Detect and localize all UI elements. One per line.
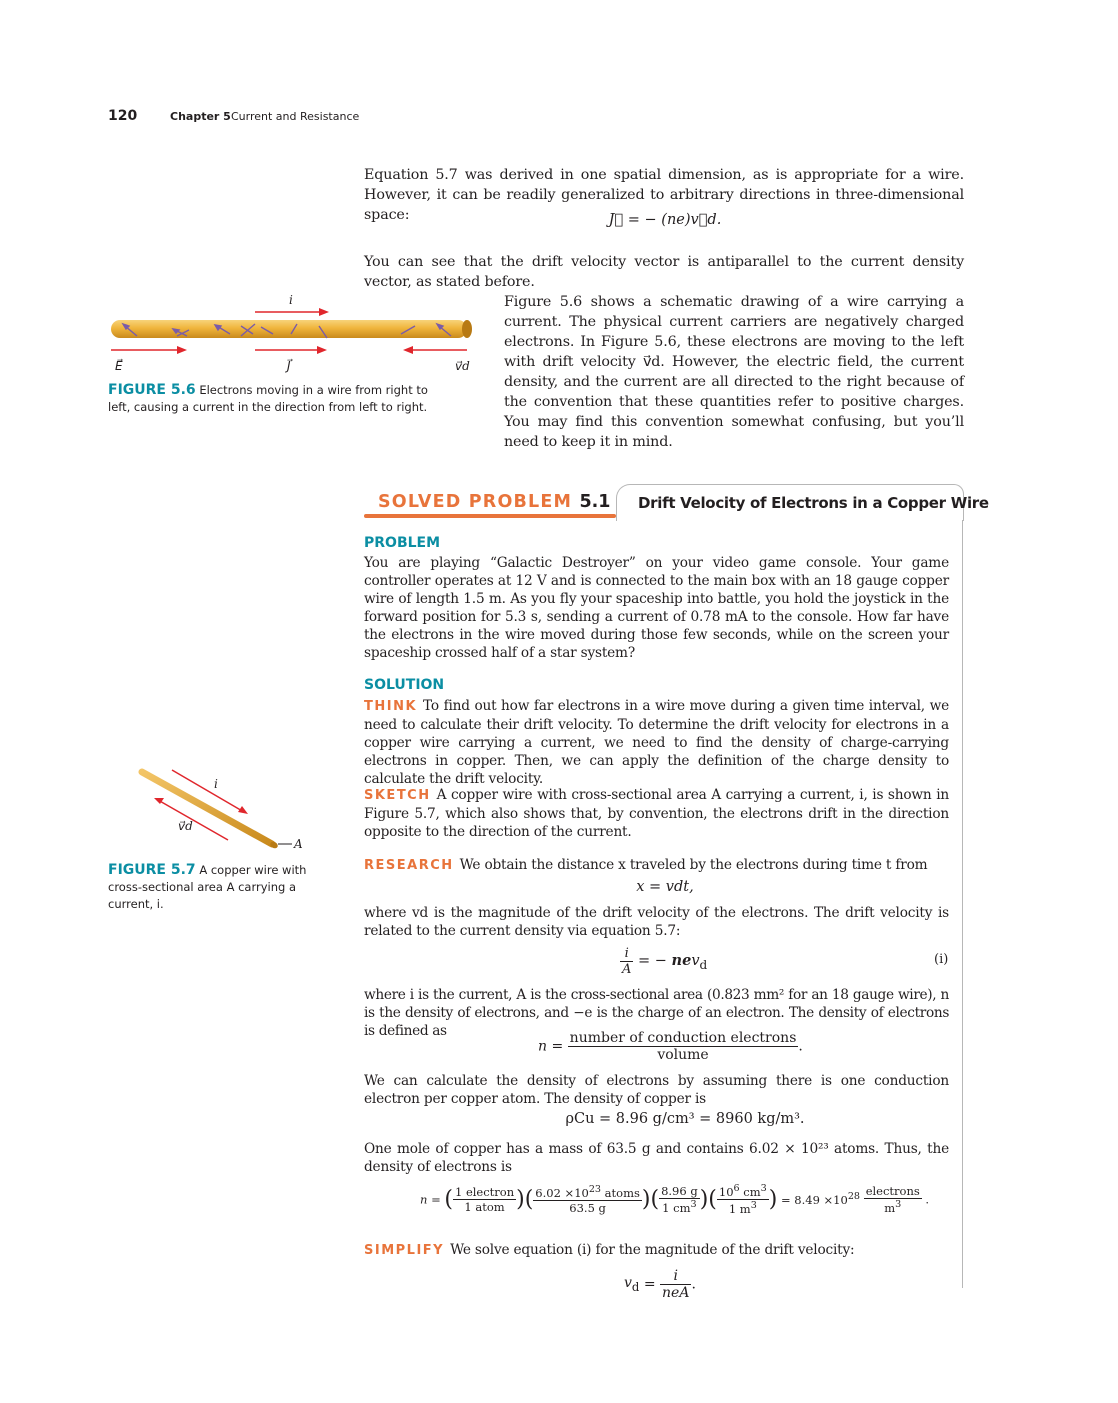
density-fraction: [568, 1030, 799, 1063]
solved-problem-tag: [378, 492, 611, 512]
figure-5-7-area-label: A: [294, 837, 303, 851]
research-text-4: We can calculate the density of electrons by assuming there is one conduction electron per copper atom. The density of copper is: [364, 1073, 949, 1107]
problem-text: You are playing “Galactic Destroyer” on your video game console. Your game controller operates at 12 V and is connected to the main box with an 18 gauge copper wire of length 1.5 m. As you fly your spaceship into battle, you hold the joystick in the forward position for 5.3 s, sending a current of 0.78 mA to the console. How far have the electrons in the wire moved during those few seconds, while on the screen your spaceship crossed half of a star system?: [364, 555, 949, 661]
intro-paragraph-3: Figure 5.6 shows a schematic drawing of a wire carrying a current. The physical current carriers are negatively charged electrons. In Figure 5.6, these electrons are moving to the left with drift velocity v⃗d. However, the electric field, the current density, and the current are all directed to the right because of the convention that these quantities refer to positive charges. You may find this convention somewhat confusing, but you’ll need to keep it in mind.: [504, 294, 964, 450]
research-text-1: We obtain the distance x traveled by the electrons during time t from: [459, 857, 928, 873]
research-text-5: One mole of copper has a mass of 63.5 g and contains 6.02 × 10²³ atoms. Thus, the density of electrons is: [364, 1141, 949, 1175]
density-numerator: number of conduction electrons: [569, 1030, 797, 1046]
equation-distance: x = vdt,: [636, 879, 694, 895]
simplify-keyword: SIMPLIFY: [364, 1243, 445, 1258]
efield-label: E⃗: [115, 359, 123, 373]
equation-i: $\frac{i}{A}$ = − nev$_d$: [622, 946, 708, 977]
drift-arrow-head: [403, 346, 413, 354]
equation-electron-density: n = ( $\frac{\text{1 electron}}{\text{1 atom}}$ )( $\frac{6.02 \times 10^{23} atoms}{63.5 g}$ )( $\frac{8.96 g}{1 cm^3}$ )( $\frac{10^6 cm^3}{1 m^3}$ ) = $8.49 \times 10^{28}$ $\frac{\text{electrons}}{m^3}$ .: [420, 1183, 930, 1216]
solved-title: Drift Velocity of Electrons in a Copper Wire: [638, 494, 989, 512]
sketch-paragraph: [364, 786, 949, 841]
equation-density-def: n = $\frac{\text{number of conduction electrons}}{\text{volume}}$ .: [538, 1030, 803, 1063]
sketch-text: A copper wire with cross-sectional area A carrying a current, i, is shown in Figure 5.7, which also shows that, by convention, the electrons drift in the direction opposite to the direction of the current.: [364, 787, 949, 840]
wire-body: [111, 320, 467, 338]
think-text: To find out how far electrons in a wire move during a given time interval, we need to calculate their drift velocity. To determine the drift velocity for electrons in a copper wire carrying a current, we need to find the density of charge-carrying electrons in copper. Then, we can apply the definition of the charge density to calculate the drift velocity.: [364, 698, 949, 787]
chapter-label: Chapter 5: [170, 110, 231, 123]
equation-drift-velocity: $v_d$ = $\frac{i}{\text{neA}}$ .: [624, 1268, 696, 1301]
research-text-3: where i is the current, A is the cross-sectional area (0.823 mm² for an 18 gauge wire), n is the density of electrons, and −e is the charge of an electron. The density of electrons is defined as: [364, 987, 949, 1039]
figure-5-7-i-label: i: [214, 777, 218, 791]
chapter-title: Current and Resistance: [231, 110, 360, 123]
solved-tag-text: SOLVED PROBLEM: [378, 492, 573, 512]
figure-5-6-diagram: [105, 290, 480, 380]
figure-5-7-label: FIGURE 5.7: [108, 862, 196, 878]
intro-paragraph-2: You can see that the drift velocity vector is antiparallel to the current density vector, as stated before.: [364, 254, 964, 290]
think-keyword: THINK: [364, 699, 418, 714]
equation-j-text: J⃗ = − (ne)v⃗d.: [608, 212, 722, 228]
wire-end: [462, 320, 472, 338]
figure-5-6-label: FIGURE 5.6: [108, 382, 196, 398]
research-paragraph-1: [364, 856, 949, 875]
equation-i-fraction: $\frac{i}{A}$: [622, 946, 632, 977]
equation-copper-density: ρCu = 8.96 g/cm³ = 8960 kg/m³.: [565, 1111, 805, 1127]
research-keyword: RESEARCH: [364, 858, 454, 873]
density-denominator: volume: [657, 1047, 709, 1063]
figure-5-7-caption: [108, 862, 343, 913]
drift-arrow-line: [158, 800, 228, 840]
copper-wire: [142, 772, 272, 844]
simplify-text: We solve equation (i) for the magnitude of the drift velocity:: [450, 1242, 855, 1258]
solved-underline: [364, 514, 616, 518]
page-number: 120: [108, 108, 138, 124]
current-arrow-head: [238, 806, 248, 814]
figure-5-7-vd-label: v⃗d: [178, 819, 193, 833]
figure-5-6-i-label: i: [289, 293, 293, 307]
jfield-label: J⃗: [287, 359, 291, 373]
current-arrow-head: [319, 308, 329, 316]
figure-5-6-caption: [108, 382, 438, 416]
think-paragraph: [364, 697, 949, 788]
solution-heading: SOLUTION: [364, 677, 445, 693]
simplify-paragraph: [364, 1241, 949, 1260]
jfield-arrow-head: [317, 346, 327, 354]
solved-right-border: [962, 520, 963, 1288]
intro-paragraph-1: Equation 5.7 was derived in one spatial dimension, as is appropriate for a wire. However, it can be readily generalized to arbitrary directions in three-dimensional space:: [364, 167, 964, 223]
figure-5-7-diagram: [130, 760, 330, 860]
sketch-keyword: SKETCH: [364, 788, 431, 803]
solved-number: 5.1: [579, 492, 611, 512]
efield-arrow-head: [177, 346, 187, 354]
research-text-2: where vd is the magnitude of the drift velocity of the electrons. The drift velocity is related to the current density via equation 5.7:: [364, 905, 949, 939]
equation-current-density: [600, 212, 730, 228]
figure-5-7-caption-text: A copper wire with cross-sectional area A carrying a current, i.: [108, 863, 307, 911]
problem-heading: PROBLEM: [364, 535, 441, 551]
figure-5-6-caption-text: Electrons moving in a wire from right to left, causing a current in the direction from left to right.: [108, 383, 428, 414]
drift-velocity-label: v⃗d: [455, 359, 470, 373]
equation-i-number: (i): [934, 952, 949, 967]
